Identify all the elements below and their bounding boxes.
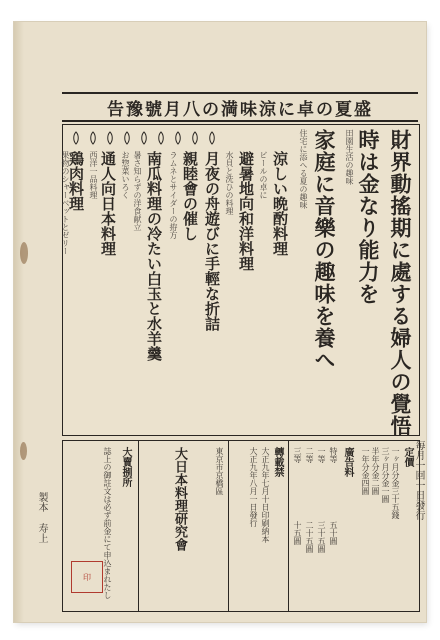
article-title: 涼しい晩酌料理 (271, 151, 289, 256)
contents-panel (62, 124, 420, 436)
article-title: 時は金なり能力を (356, 129, 381, 305)
article-subtext: 田園生活の趣味 (345, 129, 354, 185)
seal-stamp: 印 (71, 561, 103, 593)
leaf-motif-icon (154, 131, 168, 145)
ad-rate-tier: 二等 (305, 447, 314, 463)
article-title: 避暑地向和洋料理 (237, 151, 255, 271)
colophon-panel (62, 440, 420, 612)
ad-rates-title: 廣告料 (342, 447, 353, 477)
ad-rate-price: 二十五圓 (305, 521, 314, 553)
price-line: 一ヶ月分金三十五錢 (391, 447, 400, 519)
article-subtext: お惣菜いろく (121, 151, 130, 199)
price-line: 一年分金四圓 (361, 447, 370, 495)
stain-mark (20, 242, 28, 264)
article-subtext: 西洋一品料理 (89, 151, 98, 199)
article-subtext: ビールの卓に (259, 151, 268, 199)
issue-frequency: 毎月一回一日發行 (413, 440, 424, 520)
article-subtext: 住宅に添へる夏の趣味 (299, 129, 308, 209)
binder-note: 製本 寿上 (36, 492, 47, 543)
ad-rates-section (288, 441, 359, 611)
ad-rate-tier: 三等 (293, 447, 302, 463)
publisher-address: 東京市京橋區 (215, 447, 224, 495)
decorative-motifs (69, 131, 219, 145)
publication-notice: 轉載禁 (272, 447, 283, 477)
leaf-motif-icon (171, 131, 185, 145)
ad-rate-tier: 一等 (317, 447, 326, 463)
leaf-motif-icon (137, 131, 151, 145)
leaf-motif-icon (86, 131, 100, 145)
binding-edge (14, 22, 24, 622)
publisher-name: 大日本料理研究會 (172, 447, 187, 551)
article-subtext: 果物のシャーベットとゼリー (61, 151, 70, 255)
article-subtext: 暑さ知らずの洋食献立 (133, 151, 142, 231)
headline-text: 告豫號月八の満味涼に卓の夏盛 (107, 99, 373, 120)
article-subtext: 水貝と洗ひの料理 (225, 151, 234, 215)
distributor-section (62, 441, 139, 611)
article-title: 月夜の舟遊びに手輕な折詰 (203, 151, 221, 331)
article-title: 南瓜料理の冷たい白玉と水羊羹 (145, 151, 163, 361)
ad-rate-price: 十五圓 (293, 521, 302, 545)
headline-article-title: 財界動搖期に處する婦人の覺悟 (388, 129, 413, 437)
publisher-section (138, 441, 229, 611)
announcement-headline (62, 92, 418, 122)
leaf-motif-icon (188, 131, 202, 145)
distributor-title: 大賣捌所 (120, 447, 131, 487)
magazine-page (14, 22, 426, 622)
price-section (359, 441, 419, 611)
leaf-motif-icon (205, 131, 219, 145)
publication-date: 大正九年七月十日印刷納本 (261, 447, 270, 543)
publication-info (228, 441, 289, 611)
stain-mark (20, 442, 27, 460)
publication-date: 大正九年八月一日發行 (249, 447, 258, 527)
ad-rate-price: 三十五圓 (317, 521, 326, 553)
price-title: 定價 (402, 447, 413, 467)
price-line: 半年分金二圓 (371, 447, 380, 495)
leaf-motif-icon (120, 131, 134, 145)
price-line: 三ヶ月分金一圓 (381, 447, 390, 503)
ad-rate-price: 五十圓 (329, 521, 338, 545)
order-note: 誌上の御註文は必ず前金にて申込まれたし (103, 447, 112, 599)
leaf-motif-icon (103, 131, 117, 145)
article-title: 家庭に音樂の趣味を養へ (312, 129, 337, 371)
article-subtext: ラムネとサイダーの拵方 (169, 151, 178, 239)
article-title: 親睦會の催し (181, 151, 199, 241)
article-title: 通人向日本料理 (99, 151, 117, 256)
leaf-motif-icon (69, 131, 83, 145)
ad-rate-tier: 特等 (329, 447, 338, 463)
article-title: 鶏肉料理 (67, 151, 85, 211)
